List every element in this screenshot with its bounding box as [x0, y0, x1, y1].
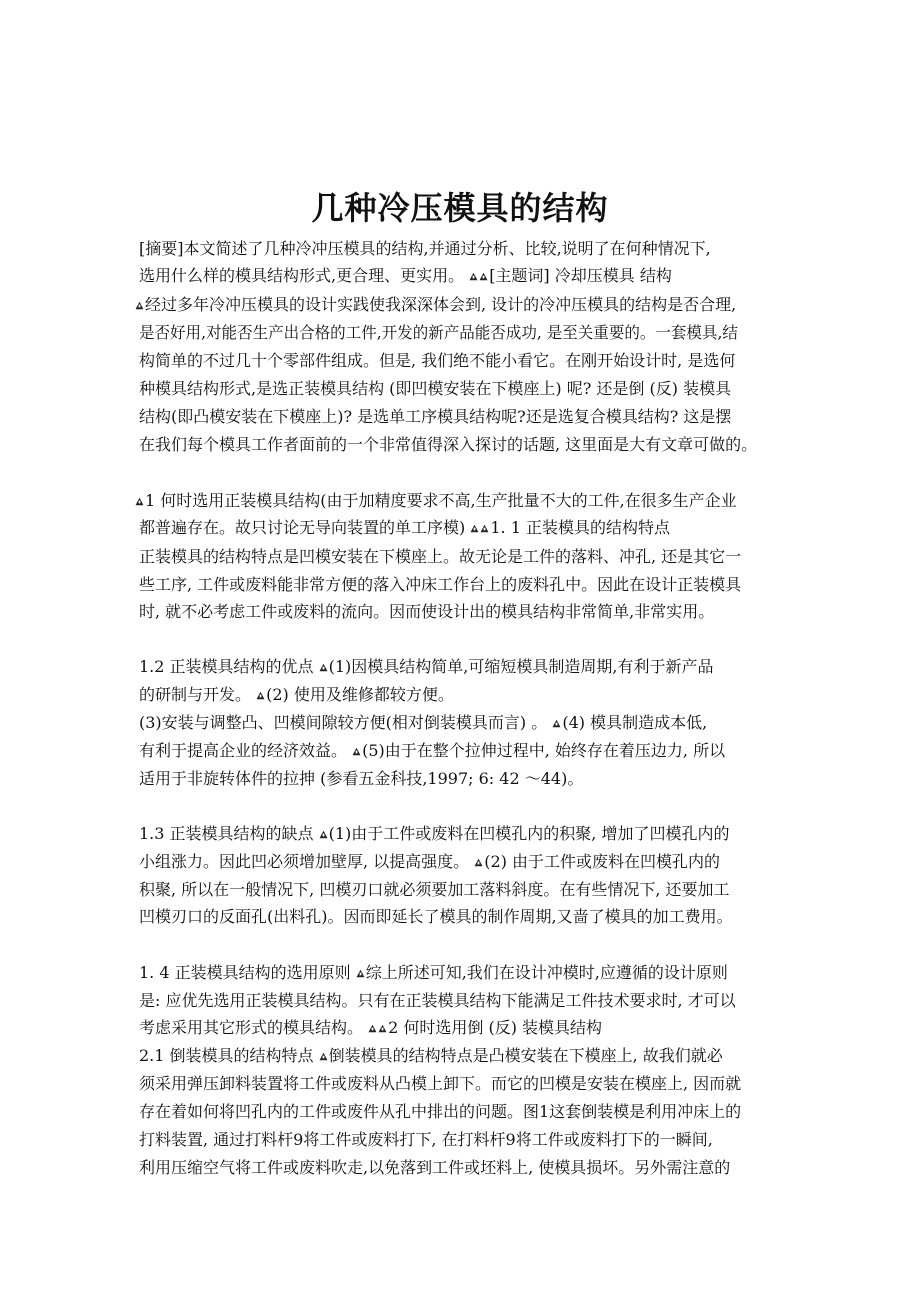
text-segment: 打料装置, 通过打料杆9将工件或废料打下, 在打料杆9将工件或废料打下的一瞬间,: [139, 1130, 713, 1149]
text-line: [139, 1016, 602, 1040]
text-segment: 须采用弹压卸料装置将工件或废料从凸模上卸下。而它的凹模是安装在模座上, 因而就: [139, 1074, 742, 1093]
text-segment: 构简单的不过几十个零部件组成。但是, 我们绝不能小看它。在刚开始设计时, 是选何: [139, 351, 736, 370]
paragraph-marker-icon: [135, 497, 144, 506]
text-segment: [摘要]本文简述了几种冷冲压模具的结构,并通过分析、比较,说明了在何种情况下,: [139, 239, 711, 258]
text-line: [139, 767, 583, 791]
text-segment: 1.3 正装模具结构的缺点: [139, 824, 319, 843]
text-segment: 时, 就不必考虑工件或废料的流向。因而使设计出的模具结构非常简单,非常实用。: [139, 602, 715, 621]
paragraph-marker-icon: [470, 524, 479, 533]
paragraph-marker-icon: [552, 719, 561, 728]
text-segment: (4) 模具制造成本低,: [562, 713, 708, 732]
text-line: [139, 683, 454, 707]
text-line: [139, 1128, 713, 1152]
paragraph-marker-icon: [135, 301, 144, 310]
text-segment: 2.1 倒装模具的结构特点: [139, 1046, 319, 1065]
text-segment: 在我们每个模具工作者面前的一个非常值得深入探讨的话题, 这里面是大有文章可做的。: [139, 435, 758, 454]
text-line: [139, 878, 730, 902]
text-segment: 1 何时选用正装模具结构(由于加精度要求不高,生产批量不大的工件,在很多生产企业: [145, 491, 737, 510]
text-segment: 考虑采用其它形式的模具结构。: [139, 1018, 369, 1037]
text-segment: 的研制与开发。: [139, 685, 257, 704]
document-title: 几种冷压模具的结构: [311, 189, 609, 227]
text-line: [139, 405, 731, 429]
text-line: [139, 321, 738, 345]
text-segment: 综上所述可知,我们在设计冲模时,应遵循的设计原则: [365, 963, 728, 982]
text-segment: 都普遍存在。故只讨论无导向装置的单工序模): [139, 518, 471, 537]
text-segment: 种模具结构形式,是选正装模具结构 (即凹模安装在下模座上) 呢? 还是倒 (反) 装模具: [139, 379, 732, 398]
text-segment: 2 何时选用倒 (反) 装模具结构: [388, 1018, 603, 1037]
text-segment: 倒装模具的结构特点是凸模安装在下模座上, 故我们就必: [328, 1046, 723, 1065]
text-line: [139, 989, 736, 1013]
paragraph-marker-icon: [256, 691, 265, 700]
paragraph-marker-icon: [480, 524, 489, 533]
text-line: [139, 655, 713, 679]
text-line: [139, 1072, 741, 1096]
text-line: [139, 349, 735, 373]
text-segment: (2) 使用及维修都较方便。: [266, 685, 454, 704]
text-segment: 凹模刃口的反面孔(出料孔)。因而即延长了模具的制作周期,又啬了模具的加工费用。: [139, 907, 733, 926]
text-line: [139, 1100, 741, 1124]
text-segment: 1. 1 正装模具的结构特点: [490, 518, 670, 537]
text-segment: 存在着如何将凹孔内的工件或废件从孔中排出的问题。图1这套倒装模是利用冲床上的: [139, 1102, 742, 1121]
text-line: [139, 822, 729, 846]
paragraph-marker-icon: [474, 858, 483, 867]
text-line: [135, 293, 736, 317]
paragraph-marker-icon: [356, 969, 365, 978]
text-segment: 些工序, 工件或废料能非常方便的落入冲床工作台上的废料孔中。因此在设计正装模具: [139, 575, 742, 594]
paragraph-marker-icon: [319, 830, 328, 839]
text-line: [135, 489, 737, 513]
text-segment: 结构(即凸模安装在下模座上)? 是选单工序模具结构呢?还是选复合模具结构? 这是摆: [139, 407, 732, 426]
text-segment: 积聚, 所以在一般情况下, 凹模刃口就必须要加工落料斜度。在有些情况下, 还要加工: [139, 880, 730, 899]
text-segment: [主题词] 冷却压模具 结构: [489, 266, 672, 285]
text-line: [139, 961, 728, 985]
text-line: [139, 600, 714, 624]
text-line: [139, 850, 720, 874]
text-line: [139, 545, 741, 569]
text-segment: 1.2 正装模具结构的优点: [139, 657, 319, 676]
text-segment: (1)由于工件或废料在凹模孔内的积聚, 增加了凹模孔内的: [328, 824, 730, 843]
text-line: [139, 377, 731, 401]
text-line: [139, 516, 670, 540]
text-line: [139, 1044, 723, 1068]
text-segment: (2) 由于工件或废料在凹模孔内的: [484, 852, 721, 871]
text-segment: 利用压缩空气将工件或废料吹走,以免落到工件或坯料上, 使模具损坏。另外需注意的: [139, 1158, 731, 1177]
paragraph-marker-icon: [352, 747, 361, 756]
paragraph-marker-icon: [368, 1024, 377, 1033]
text-line: [139, 905, 733, 929]
text-line: [139, 711, 707, 735]
text-line: [139, 1156, 730, 1180]
paragraph-marker-icon: [469, 272, 478, 281]
text-segment: (5)由于在整个拉伸过程中, 始终存在着压边力, 所以: [362, 741, 726, 760]
text-segment: 小组涨力。因此凹必须增加壁厚, 以提高强度。: [139, 852, 475, 871]
paragraph-marker-icon: [479, 272, 488, 281]
text-segment: 适用于非旋转体件的拉抻 (参看五金科技,1997; 6: 42 ～44)。: [139, 769, 584, 788]
paragraph-marker-icon: [378, 1024, 387, 1033]
text-line: [139, 433, 757, 457]
text-segment: (3)安装与调整凸、凹模间隙较方便(相对倒装模具而言) 。: [139, 713, 553, 732]
text-segment: (1)因模具结构简单,可缩短模具制造周期,有利于新产品: [328, 657, 714, 676]
text-segment: 是否好用,对能否生产出合格的工件,开发的新产品能否成功, 是至关重要的。一套模具,结: [139, 323, 738, 342]
text-segment: 经过多年冷冲压模具的设计实践使我深深体会到, 设计的冷冲压模具的结构是否合理,: [145, 295, 737, 314]
text-line: [139, 739, 725, 763]
text-segment: 选用什么样的模具结构形式,更合理、更实用。: [139, 266, 470, 285]
text-segment: 是: 应优先选用正装模具结构。只有在正装模具结构下能满足工件技术要求时, 才可以: [139, 991, 736, 1010]
paragraph-marker-icon: [319, 663, 328, 672]
paragraph-marker-icon: [319, 1052, 328, 1061]
text-segment: 正装模具的结构特点是凹模安装在下模座上。故无论是工件的落料、冲孔, 还是其它一: [139, 547, 742, 566]
text-line: [139, 264, 672, 288]
text-line: [139, 237, 711, 261]
text-segment: 有利于提高企业的经济效益。: [139, 741, 353, 760]
text-line: [139, 573, 741, 597]
text-segment: 1. 4 正装模具结构的选用原则: [139, 963, 356, 982]
